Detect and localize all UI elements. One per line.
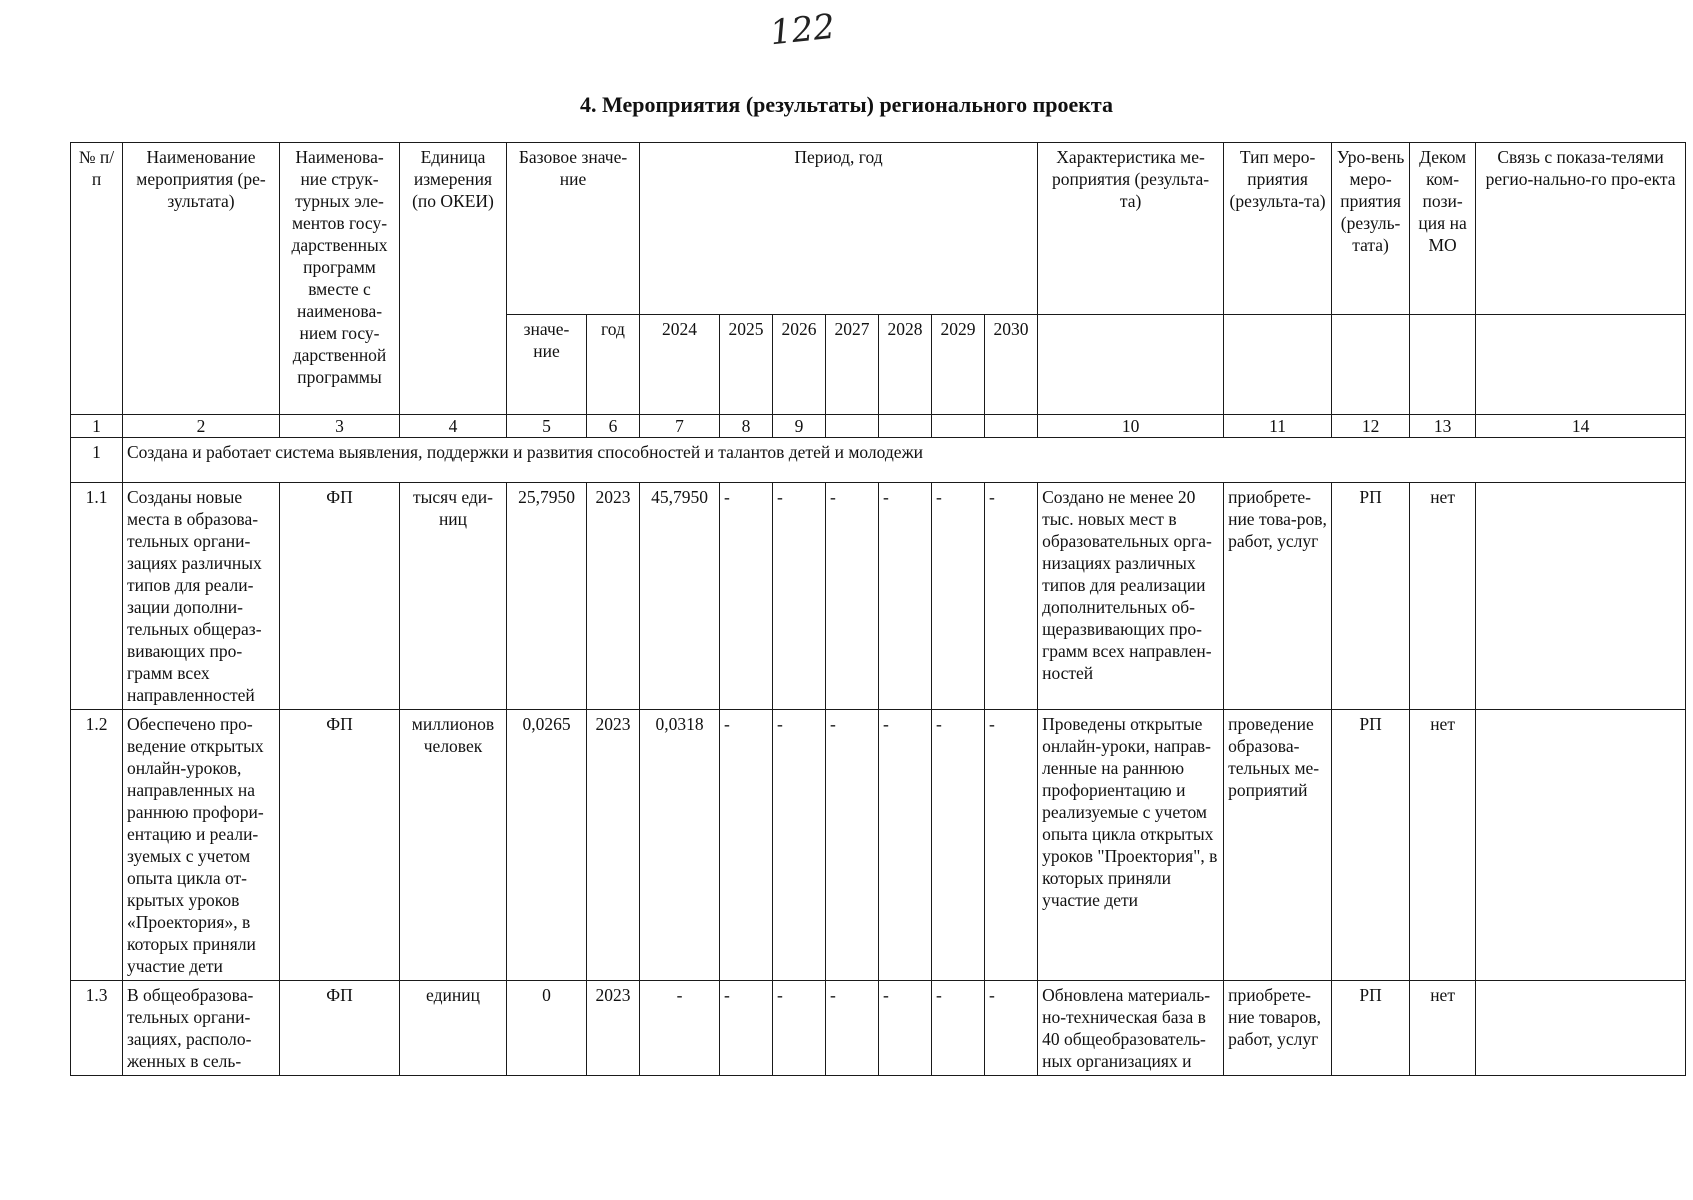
row-year-value: - (985, 710, 1038, 981)
row-base-value: 0,0265 (507, 710, 587, 981)
column-number: 1 (71, 415, 123, 438)
row-num: 1.3 (71, 981, 123, 1076)
column-number: 13 (1410, 415, 1476, 438)
row-num: 1.1 (71, 483, 123, 710)
table-row (71, 483, 1686, 710)
row-year-value: 45,7950 (640, 483, 720, 710)
column-number (826, 415, 879, 438)
row-type: проведение образова-тельных ме-роприятий (1224, 710, 1332, 981)
header-link: Связь с показа-телями регио-нально-го про-екта (1476, 143, 1686, 315)
row-base-year: 2023 (587, 710, 640, 981)
header-year: 2029 (932, 315, 985, 415)
row-year-value: - (932, 483, 985, 710)
row-type: приобрете-ние товаров, работ, услуг (1224, 981, 1332, 1076)
row-name: В общеобразова-тельных органи-зациях, располо-женных в сель- (123, 981, 280, 1076)
header-blank-cell (1410, 315, 1476, 415)
row-link (1476, 981, 1686, 1076)
row-level: РП (1332, 981, 1410, 1076)
row-year-value: - (879, 981, 932, 1076)
column-number: 7 (640, 415, 720, 438)
row-year-value: - (773, 483, 826, 710)
row-link (1476, 483, 1686, 710)
events-table (70, 142, 1686, 1076)
row-year-value: - (720, 710, 773, 981)
column-number: 2 (123, 415, 280, 438)
header-base: Базовое значе-ние (507, 143, 640, 315)
row-level: РП (1332, 710, 1410, 981)
column-number: 5 (507, 415, 587, 438)
row-year-value: - (826, 981, 879, 1076)
row-decomp: нет (1410, 483, 1476, 710)
column-number: 8 (720, 415, 773, 438)
row-unit: тысяч еди-ниц (400, 483, 507, 710)
row-character: Создано не менее 20 тыс. новых мест в образовательных орга-низациях различных типов для реализации дополнительных об-щеразвивающих про-грамм всех направлен-ностей (1038, 483, 1224, 710)
row-unit: единиц (400, 981, 507, 1076)
row-character: Проведены открытые онлайн-уроки, направ-ленные на раннюю профориентацию и реализуемые с учетом опыта цикла открытых уроков "Проектория", в которых приняли участие дети (1038, 710, 1224, 981)
header-base-year: год (587, 315, 640, 415)
column-number (879, 415, 932, 438)
row-year-value: 0,0318 (640, 710, 720, 981)
column-number: 3 (280, 415, 400, 438)
row-year-value: - (826, 710, 879, 981)
row-struct: ФП (280, 483, 400, 710)
column-number (985, 415, 1038, 438)
row-level: РП (1332, 483, 1410, 710)
row-year-value: - (932, 981, 985, 1076)
row-unit: миллионов человек (400, 710, 507, 981)
header-struct: Наименова-ние струк-турных эле-ментов госу-дарственных программ вместе с наименова-нием госу-дарственной программы (280, 143, 400, 415)
row-base-value: 25,7950 (507, 483, 587, 710)
column-number-row (71, 415, 1686, 438)
row-year-value: - (985, 483, 1038, 710)
row-year-value: - (720, 981, 773, 1076)
row-name: Обеспечено про-ведение открытых онлайн-уроков, направленных на раннюю профори-ентацию и реали-зуемых с учетом опыта цикла от-крытых уроков «Проектория», в которых приняли участие дети (123, 710, 280, 981)
header-year: 2024 (640, 315, 720, 415)
column-number: 4 (400, 415, 507, 438)
section-title: Создана и работает система выявления, поддержки и развития способностей и талантов детей и молодежи (123, 438, 1686, 483)
header-type: Тип меро-приятия (результа-та) (1224, 143, 1332, 315)
row-year-value: - (932, 710, 985, 981)
header-year: 2028 (879, 315, 932, 415)
row-struct: ФП (280, 981, 400, 1076)
row-decomp: нет (1410, 710, 1476, 981)
column-number: 6 (587, 415, 640, 438)
header-blank-cell (1332, 315, 1410, 415)
header-year: 2027 (826, 315, 879, 415)
row-base-year: 2023 (587, 981, 640, 1076)
header-year: 2025 (720, 315, 773, 415)
column-number: 11 (1224, 415, 1332, 438)
table-row (71, 710, 1686, 981)
header-period: Период, год (640, 143, 1038, 315)
row-name: Созданы новые места в образова-тельных органи-зациях различных типов для реали-зации дополни-тельных общераз-вивающих про-грамм всех направленностей (123, 483, 280, 710)
row-base-value: 0 (507, 981, 587, 1076)
column-number: 9 (773, 415, 826, 438)
header-character: Характеристика ме-роприятия (результа-та) (1038, 143, 1224, 315)
header-decomp: Деком ком-пози-ция на МО (1410, 143, 1476, 315)
row-year-value: - (985, 981, 1038, 1076)
row-year-value: - (720, 483, 773, 710)
row-decomp: нет (1410, 981, 1476, 1076)
header-num: № п/п (71, 143, 123, 415)
row-year-value: - (826, 483, 879, 710)
row-year-value: - (879, 710, 932, 981)
column-number: 12 (1332, 415, 1410, 438)
row-base-year: 2023 (587, 483, 640, 710)
row-struct: ФП (280, 710, 400, 981)
row-character: Обновлена материаль-но-техническая база в 40 общеобразователь-ных организациях и (1038, 981, 1224, 1076)
column-number: 14 (1476, 415, 1686, 438)
header-year: 2030 (985, 315, 1038, 415)
header-base-value: значе-ние (507, 315, 587, 415)
row-type: приобрете-ние това-ров, работ, услуг (1224, 483, 1332, 710)
row-year-value: - (640, 981, 720, 1076)
page-title: 4. Мероприятия (результаты) регионального проекта (579, 92, 1114, 117)
row-year-value: - (879, 483, 932, 710)
column-number: 10 (1038, 415, 1224, 438)
table-row (71, 981, 1686, 1076)
header-unit: Единица измерения (по ОКЕИ) (400, 143, 507, 415)
section-num: 1 (71, 438, 123, 483)
header-level: Уро-вень меро-приятия (резуль-тата) (1332, 143, 1410, 315)
column-number (932, 415, 985, 438)
header-blank-cell (1476, 315, 1686, 415)
header-name: Наименование мероприятия (ре-зультата) (123, 143, 280, 415)
page-number: 122 (768, 6, 837, 54)
header-blank-cell (1038, 315, 1224, 415)
row-year-value: - (773, 981, 826, 1076)
header-year: 2026 (773, 315, 826, 415)
row-year-value: - (773, 710, 826, 981)
header-blank-cell (1224, 315, 1332, 415)
section-row (71, 438, 1686, 483)
row-num: 1.2 (71, 710, 123, 981)
row-link (1476, 710, 1686, 981)
